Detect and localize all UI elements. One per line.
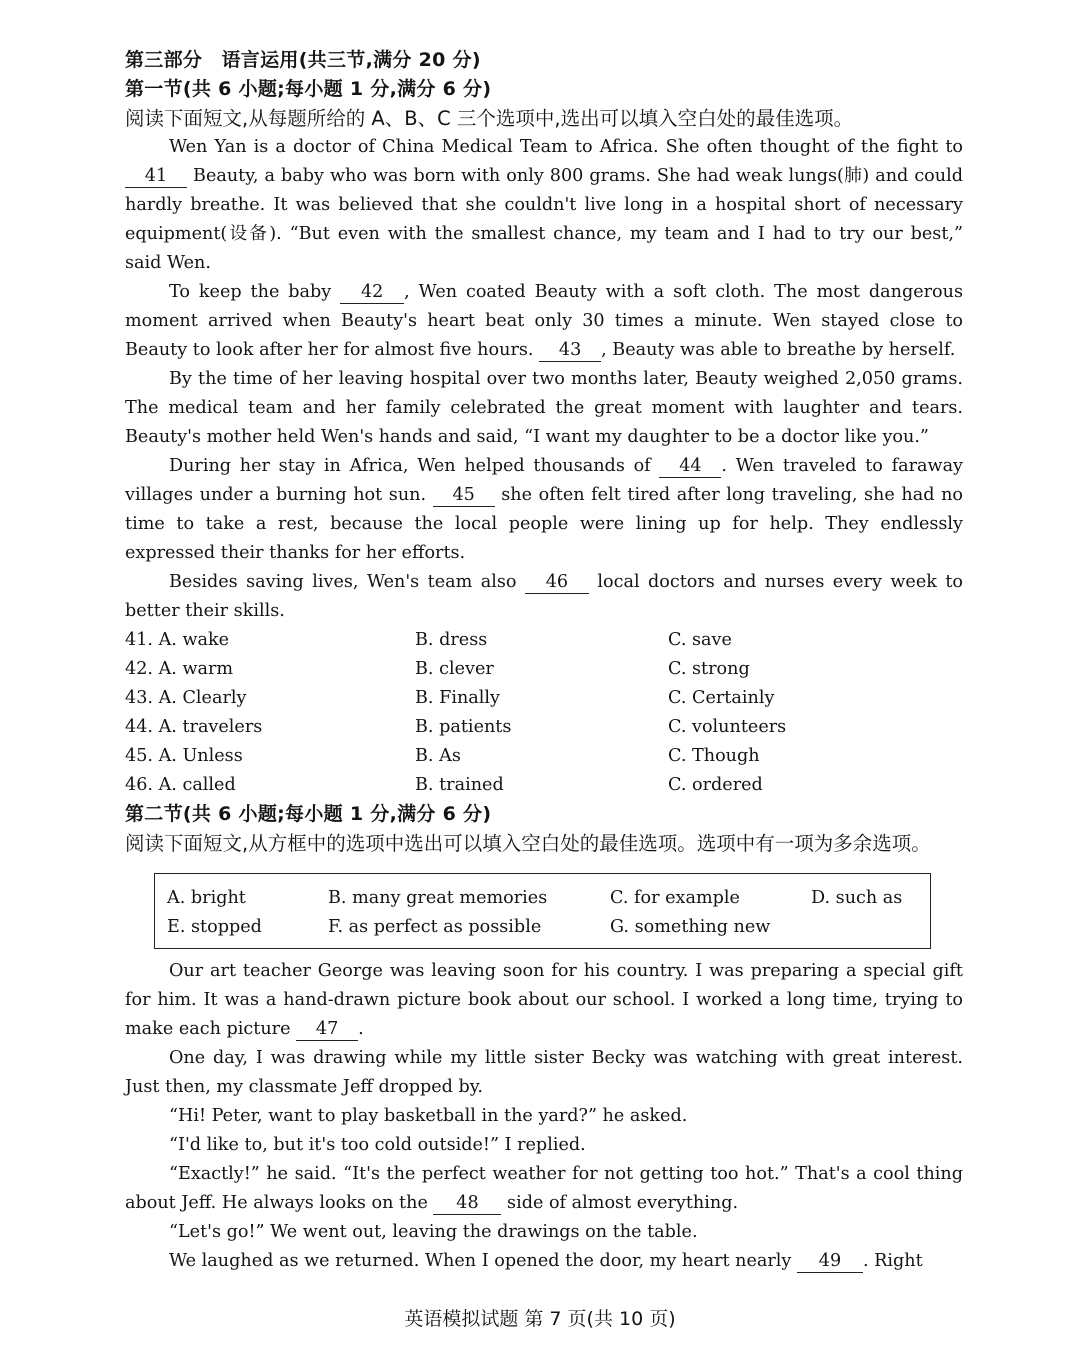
section2-title: 第二节(共 6 小题;每小题 1 分,满分 6 分): [125, 803, 492, 825]
part-title: 第三部分 语言运用(共三节,满分 20 分): [125, 49, 481, 71]
passage2-paragraph-5: “Exactly!” he said. “It's the perfect weather for not getting too hot.” That's a cool thing about Jeff. He always looks on the 48 side of almost everything.: [125, 1164, 963, 1213]
question-row: 42. A. warm B. clever C. strong: [125, 659, 750, 679]
option-box-row: E. stopped F. as perfect as possible G. something new: [167, 917, 771, 937]
passage1-paragraph-2: To keep the baby 42 , Wen coated Beauty with a soft cloth. The most dangerous moment arrived when Beauty's heart beat only 30 times a minute. Wen stayed close to Beauty to look after her for almost five hours. 43 , Beauty was able to breathe by herself.: [125, 282, 963, 360]
question-row: 45. A. Unless B. As C. Though: [125, 746, 760, 766]
passage-1: [125, 133, 963, 626]
passage1-paragraph-1: Wen Yan is a doctor of China Medical Team to Africa. She often thought of the fight to 41 Beauty, a baby who was born with only 800 grams. She had weak lungs(肺) and could hardly breathe. It was believed that she couldn't live long in a hospital short of necessary equipment(设备). “But even with the smallest chance, my team and I had to try our best,” said Wen.: [125, 137, 963, 273]
blank-44: 44: [659, 455, 721, 478]
blank-47: 47: [296, 1018, 358, 1041]
passage1-paragraph-3: By the time of her leaving hospital over two months later, Beauty weighed 2,050 grams. The medical team and her family celebrated the great moment with laughter and tears. Beauty's mother held Wen's hands and said, “I want my daughter to be a doctor like you.”: [125, 369, 963, 447]
option-box: [154, 873, 931, 949]
blank-42: 42: [340, 281, 404, 304]
passage-2: [125, 957, 963, 1276]
section2-instruction: 阅读下面短文,从方框中的选项中选出可以填入空白处的最佳选项。选项中有一项为多余选项。: [125, 832, 931, 855]
blank-49: 49: [797, 1250, 863, 1273]
question-row: 43. A. Clearly B. Finally C. Certainly: [125, 688, 775, 708]
question-row: 44. A. travelers B. patients C. volunteers: [125, 717, 787, 737]
page-footer: 英语模拟试题 第 7 页(共 10 页): [404, 1308, 676, 1330]
question-row: 41. A. wake B. dress C. save: [125, 630, 732, 650]
passage2-paragraph-1: Our art teacher George was leaving soon for his country. I was preparing a special gift for him. It was a hand-drawn picture book about our school. I worked a long time, trying to make each picture 47 .: [125, 961, 963, 1039]
passage2-paragraph-4: “I'd like to, but it's too cold outside!” I replied.: [169, 1135, 586, 1155]
question-options: [125, 626, 963, 800]
section1-instruction: 阅读下面短文,从每题所给的 A、B、C 三个选项中,选出可以填入空白处的最佳选项。: [125, 107, 854, 130]
blank-45: 45: [433, 484, 495, 507]
blank-41: 41: [125, 165, 187, 188]
passage1-paragraph-5: Besides saving lives, Wen's team also 46 local doctors and nurses every week to better their skills.: [125, 572, 964, 621]
passage2-paragraph-3: “Hi! Peter, want to play basketball in the yard?” he asked.: [169, 1106, 688, 1126]
passage1-paragraph-4: During her stay in Africa, Wen helped thousands of 44 . Wen traveled to faraway villages under a burning hot sun. 45 she often felt tired after long traveling, she had no time to take a rest, because the local people were lining up for help. They endlessly expressed their thanks for her efforts.: [125, 456, 963, 563]
blank-48: 48: [433, 1192, 501, 1215]
passage2-paragraph-7: We laughed as we returned. When I opened the door, my heart nearly 49 . Right: [169, 1251, 923, 1271]
blank-43: 43: [539, 339, 601, 362]
blank-46: 46: [525, 571, 589, 594]
option-box-row: A. bright B. many great memories C. for example D. such as: [167, 888, 903, 908]
exam-page: [125, 46, 963, 1276]
question-row: 46. A. called B. trained C. ordered: [125, 775, 763, 795]
passage2-paragraph-6: “Let's go!” We went out, leaving the drawings on the table.: [169, 1222, 698, 1242]
passage2-paragraph-2: One day, I was drawing while my little sister Becky was watching with great interest. Just then, my classmate Jeff dropped by.: [125, 1048, 963, 1097]
section1-title: 第一节(共 6 小题;每小题 1 分,满分 6 分): [125, 78, 492, 100]
